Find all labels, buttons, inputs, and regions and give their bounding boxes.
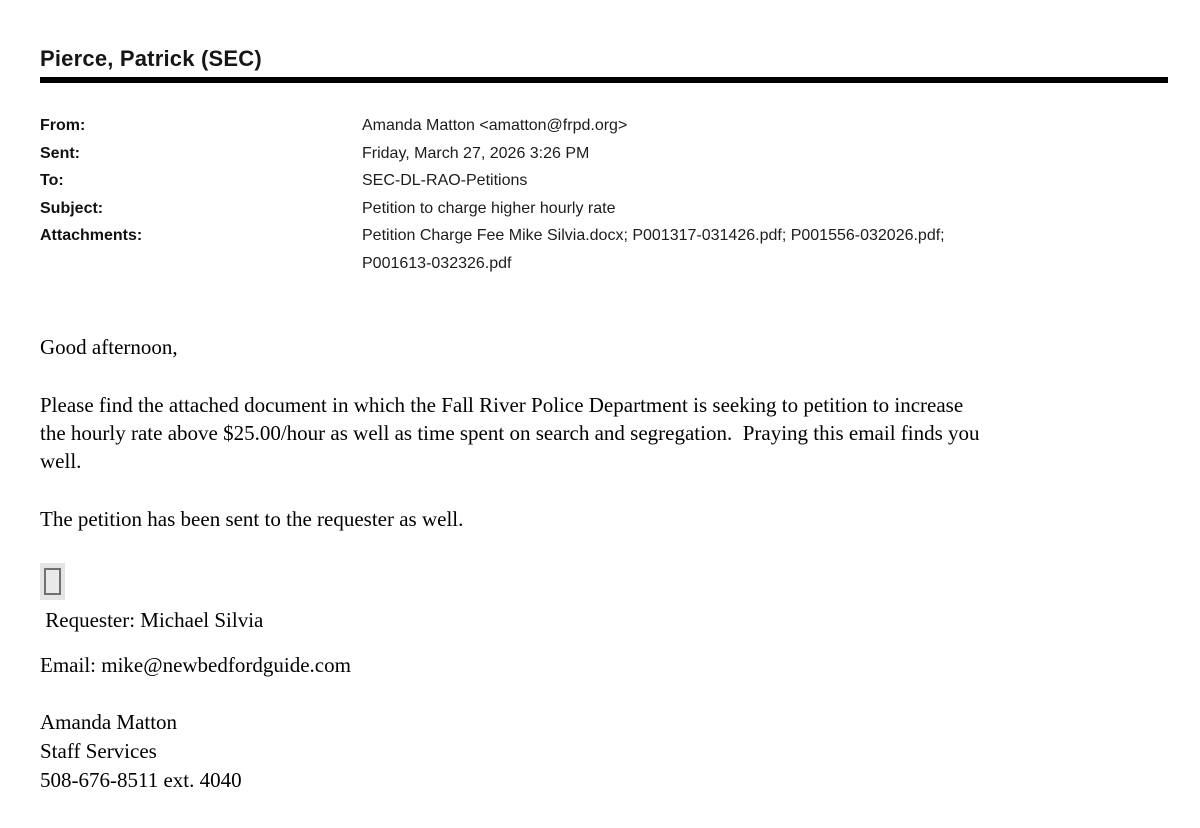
meta-row-attachments — [40, 222, 1168, 277]
attachments-line-2: P001613-032326.pdf — [362, 254, 512, 272]
signature-name: Amanda Matton — [40, 710, 178, 734]
requester-email-line: Email: mike@newbedfordguide.com — [40, 653, 351, 677]
meta-value-from: Amanda Matton <amatton@frpd.org> — [362, 117, 628, 134]
signature-block — [40, 708, 1168, 795]
meta-label-from: From: — [40, 117, 86, 134]
greeting-text: Good afternoon, — [40, 335, 178, 359]
signature-department: Staff Services — [40, 739, 157, 763]
meta-row-subject — [40, 195, 1168, 223]
meta-value-sent: Friday, March 27, 2026 3:26 PM — [362, 144, 590, 162]
meta-value-to: SEC-DL-RAO-Petitions — [362, 172, 528, 189]
meta-label-subject: Subject: — [40, 199, 104, 217]
main-paragraph — [40, 391, 1168, 475]
email-body — [40, 333, 1168, 795]
broken-image-placeholder-icon — [40, 563, 65, 600]
requester-line: Requester: Michael Silvia — [40, 608, 264, 632]
meta-label-to: To: — [40, 172, 64, 189]
meta-value-attachments — [362, 222, 945, 277]
signature-phone: 508-676-8511 ext. 4040 — [40, 768, 242, 792]
main-paragraph-line-3: well. — [40, 449, 82, 473]
attachments-line-1: Petition Charge Fee Mike Silvia.docx; P001317-031426.pdf; P001556-032026.pdf; — [362, 227, 945, 244]
recipient-title: Pierce, Patrick (SEC) — [40, 46, 262, 71]
email-meta-block — [40, 112, 1168, 277]
petition-sent-paragraph: The petition has been sent to the requester as well. — [40, 507, 464, 531]
meta-label-sent: Sent: — [40, 144, 80, 162]
meta-label-attachments: Attachments: — [40, 227, 143, 244]
main-paragraph-line-1: Please find the attached document in which the Fall River Police Department is seeking to petition to increase — [40, 393, 964, 417]
broken-image-placeholder-inner — [44, 568, 61, 595]
main-paragraph-line-2: the hourly rate above $25.00/hour as well as time spent on search and segregation. Praying this email finds you — [40, 421, 980, 445]
title-divider — [40, 77, 1168, 83]
meta-row-from — [40, 112, 1168, 140]
meta-row-to — [40, 167, 1168, 195]
meta-row-sent — [40, 140, 1168, 168]
meta-value-subject: Petition to charge higher hourly rate — [362, 199, 616, 217]
